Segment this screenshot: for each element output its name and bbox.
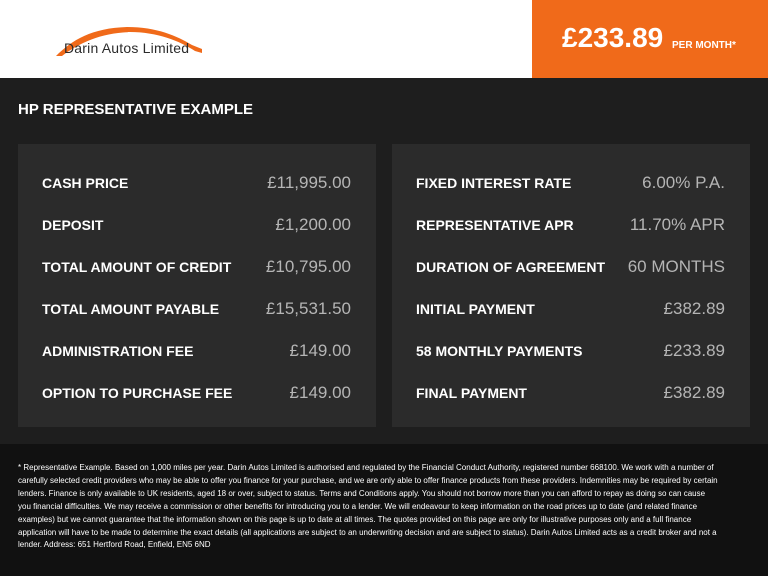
logo[interactable] [52, 18, 207, 63]
row-value: £11,995.00 [267, 173, 351, 192]
footer [0, 444, 768, 576]
row-total-payable [18, 270, 376, 318]
row-cash-price [18, 144, 376, 192]
disclaimer-text: * Representative Example. Based on 1,000 miles per year. Darin Autos Limited is authorised and regulated by the Financial Conduct Authority, registered number 668100. We work with a number of carefully selected credit providers who may be able to offer you finance for your purchase, and we are only able to offer finance products from these providers. Indemnities may be required by certain lenders. Finance is only available to UK residents, aged 18 or over, subject to status. Terms and Conditions apply. You should not borrow more than you can afford to repay as doing so can cause you financial difficulties. We may receive a commission or other benefits for introducing you to a lender. We will endeavour to keep information on the road prices up to date (and related finance examples) but we cannot guarantee that the information shown on this page is up to date at all times. The quotes provided on this page are only for illustrative purposes only and a full finance application will have to be made to determine the exact details (all applications are subject to an underwriting decision and are subject to status). Darin Autos Limited acts as a credit broker and not a lender. Address: 651 Hertford Road, Enfield, EN5 6ND [18, 463, 718, 550]
row-label: DEPOSIT [42, 217, 104, 233]
row-value: £15,531.50 [265, 299, 351, 318]
row-value: £1,200.00 [275, 215, 351, 234]
row-option-purchase-fee [18, 354, 376, 402]
row-value: £382.89 [663, 383, 725, 402]
row-duration [392, 228, 750, 276]
row-label: CASH PRICE [42, 175, 129, 191]
row-value: £233.89 [663, 341, 725, 360]
row-admin-fee [18, 312, 376, 360]
row-value: 11.70% APR [629, 215, 725, 234]
finance-panel-right [392, 144, 750, 427]
monthly-price: £233.89 [562, 22, 664, 53]
row-label: FINAL PAYMENT [416, 385, 527, 401]
monthly-price-suffix: PER MONTH* [672, 40, 736, 51]
section-title: HP REPRESENTATIVE EXAMPLE [18, 101, 254, 118]
row-value: 60 MONTHS [627, 257, 725, 276]
row-value: £149.00 [289, 341, 351, 360]
row-label: TOTAL AMOUNT OF CREDIT [42, 259, 232, 275]
row-value: 6.00% P.A. [642, 173, 725, 192]
row-label: ADMINISTRATION FEE [42, 343, 194, 359]
row-apr [392, 186, 750, 234]
row-label: TOTAL AMOUNT PAYABLE [42, 301, 220, 317]
row-total-credit [18, 228, 376, 276]
row-interest-rate [392, 144, 750, 192]
row-label: OPTION TO PURCHASE FEE [42, 385, 233, 401]
row-value: £10,795.00 [265, 257, 351, 276]
row-value: £382.89 [663, 299, 725, 318]
logo-text: Darin Autos Limited [64, 40, 190, 56]
header [0, 0, 768, 78]
row-label: 58 MONTHLY PAYMENTS [416, 343, 583, 359]
row-label: INITIAL PAYMENT [416, 301, 535, 317]
row-label: FIXED INTEREST RATE [416, 175, 572, 191]
row-value: £149.00 [289, 383, 351, 402]
row-deposit [18, 186, 376, 234]
row-label: DURATION OF AGREEMENT [416, 259, 605, 275]
monthly-price-box [532, 0, 768, 78]
row-monthly-payments [392, 312, 750, 360]
row-final-payment [392, 354, 750, 402]
row-label: REPRESENTATIVE APR [416, 217, 574, 233]
row-initial-payment [392, 270, 750, 318]
finance-panel-left [18, 144, 376, 427]
